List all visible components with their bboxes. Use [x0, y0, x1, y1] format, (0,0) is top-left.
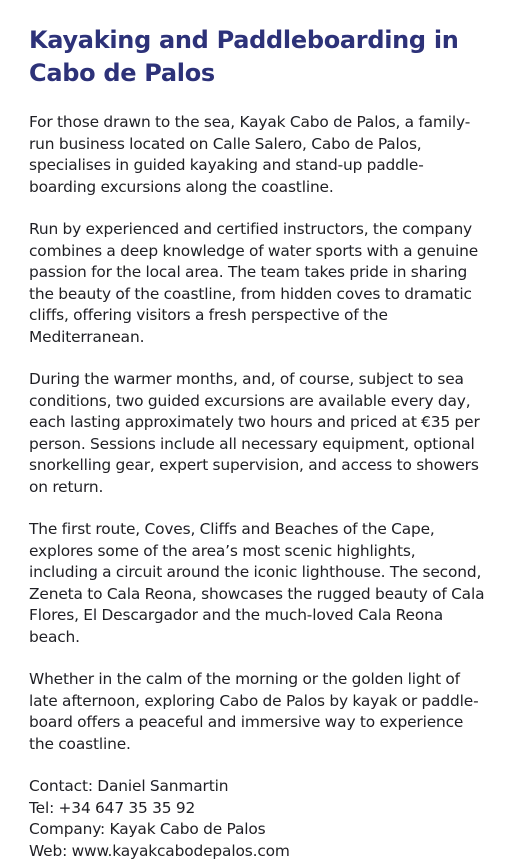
- contact-web: Web: www.kayakcabodepalos.com: [29, 841, 485, 862]
- paragraph-excursions: During the warmer months, and, of course, subject to sea conditions, two guided excursions are available every day, each lasting approximately two hours and priced at €35 per person. Sessions include all necessary equipment, optional snorkelling gear, expert supervision, and access to showers on return.: [29, 369, 485, 498]
- article: [29, 24, 485, 862]
- paragraph-closing: Whether in the calm of the morning or the golden light of late afternoon, exploring Cabo de Palos by kayak or paddle-board offers a peaceful and immersive way to experience the coastline.: [29, 669, 485, 755]
- contact-tel: Tel: +34 647 35 35 92: [29, 798, 485, 820]
- contact-block: [29, 776, 485, 862]
- contact-company: Company: Kayak Cabo de Palos: [29, 819, 485, 841]
- article-title: Kayaking and Paddleboarding in Cabo de Palos: [29, 24, 485, 90]
- contact-name: Contact: Daniel Sanmartin: [29, 776, 485, 798]
- paragraph-instructors: Run by experienced and certified instructors, the company combines a deep knowledge of water sports with a genuine passion for the local area. The team takes pride in sharing the beauty of the coastline, from hidden coves to dramatic cliffs, offering visitors a fresh perspective of the Mediterranean.: [29, 219, 485, 348]
- paragraph-intro: For those drawn to the sea, Kayak Cabo de Palos, a family-run business located on Calle Salero, Cabo de Palos, specialises in guided kayaking and stand-up paddle-boarding excursions along the coastline.: [29, 112, 485, 198]
- paragraph-routes: The first route, Coves, Cliffs and Beaches of the Cape, explores some of the area’s most scenic highlights, including a circuit around the iconic lighthouse. The second, Zeneta to Cala Reona, showcases the rugged beauty of Cala Flores, El Descargador and the much-loved Cala Reona beach.: [29, 519, 485, 648]
